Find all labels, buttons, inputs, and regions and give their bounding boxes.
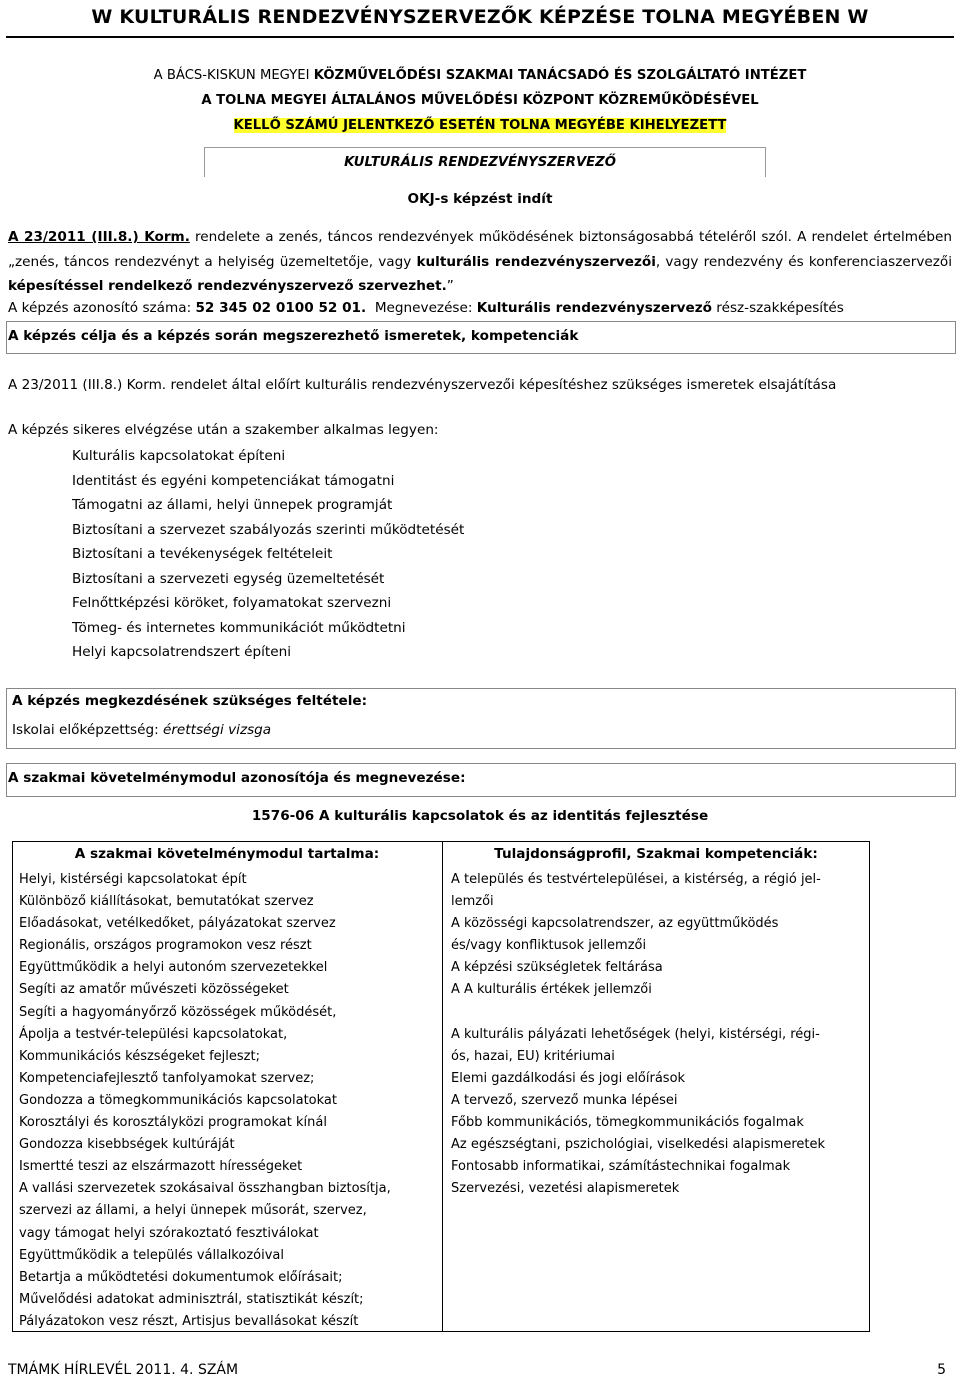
table-cell-line: Segíti az amatőr művészeti közösségeket: [19, 982, 289, 998]
table-cell-line: szervezi az állami, a helyi ünnepek műsorát, szervez,: [19, 1203, 367, 1219]
table-header-left: A szakmai követelménymodul tartalma:: [74, 846, 380, 862]
table-cell-line: Kompetenciafejlesztő tanfolyamokat szervez;: [19, 1070, 315, 1086]
list-item: Tömeg- és internetes kommunikációt működtetni: [72, 619, 406, 636]
list-item: Felnőttképzési köröket, folyamatokat szervezni: [72, 595, 392, 611]
qualification-suffix: rész-szakképesítés: [711, 300, 844, 316]
table-cell-line: Helyi, kistérségi kapcsolatokat épít: [19, 872, 247, 887]
table-cell-line: Regionális, országos programokon vesz részt: [19, 938, 312, 954]
module-title: 1576-06 A kulturális kapcsolatok és az identitás fejlesztése: [251, 808, 709, 824]
condition-text: A képzés sikeres elvégzése után a szakember alkalmas legyen:: [8, 422, 439, 438]
table-cell-line: Művelődési adatokat adminisztrál, statisztikát készít;: [19, 1291, 364, 1307]
table-cell-line: vagy támogat helyi szórakoztató fesztiválokat: [19, 1225, 319, 1241]
org-line-2: A TOLNA MEGYEI ÁLTALÁNOS MŰVELŐDÉSI KÖZPONT KÖZREMŰKÖDÉSÉVEL: [201, 93, 759, 108]
table-cell-line: Az egészségtani, pszichológiai, viselkedési alapismeretek: [451, 1137, 826, 1153]
table-cell-line: Együttműködik a helyi autonóm szervezetekkel: [19, 960, 328, 976]
org-line-1: [0, 68, 960, 83]
law-reference-link[interactable]: A 23/2011 (III.8.) Korm.: [8, 229, 190, 245]
name-label: Megnevezése:: [366, 300, 477, 316]
competency-list: [72, 444, 464, 665]
okj-line: OKJ-s képzést indít: [407, 191, 553, 207]
table-cell-line: Elemi gazdálkodási és jogi előírások: [451, 1070, 686, 1086]
intro-bold-1: kulturális rendezvényszervezői: [416, 253, 656, 270]
header-divider: [6, 36, 954, 38]
table-cell-line: Gondozza kisebbségek kultúráját: [19, 1137, 235, 1153]
page-header-title: W KULTURÁLIS RENDEZVÉNYSZERVEZŐK KÉPZÉSE TOLNA MEGYÉBEN W: [91, 6, 869, 28]
table-cell-line: Gondozza a tömegkommunikációs kapcsolatokat: [19, 1092, 337, 1108]
org-line-1-institute: KÖZMŰVELŐDÉSI SZAKMAI TANÁCSADÓ ÉS SZOLGÁLTATÓ INTÉZET: [313, 68, 807, 83]
list-item: Biztosítani a szervezeti egység üzemeltetését: [72, 570, 385, 587]
table-cell-line: Együttműködik a település vállalkozóival: [19, 1247, 284, 1263]
module-heading: A szakmai követelménymodul azonosítója és megnevezése:: [8, 770, 466, 786]
table-cell-line: Szervezési, vezetési alapismeretek: [451, 1181, 680, 1197]
org-line-3: [0, 118, 960, 133]
table-cell-line: Betartja a működtetési dokumentumok előírásait;: [19, 1269, 343, 1285]
table-cell-line: és/vagy konfliktusok jellemzői: [451, 938, 647, 954]
intro-text-2: , vagy rendezvény és konferenciaszervezői: [655, 253, 952, 270]
list-item: Helyi kapcsolatrendszert építeni: [72, 644, 291, 660]
position-title: KULTURÁLIS RENDEZVÉNYSZERVEZŐ: [344, 155, 616, 170]
table-cell-line: A tervező, szervező munka lépései: [451, 1092, 678, 1108]
page-number: 5: [937, 1362, 946, 1378]
training-id-line: [8, 300, 952, 316]
list-item: Támogatni az állami, helyi ünnepek programját: [72, 497, 393, 513]
table-cell-line: A közösségi kapcsolatrendszer, az együttműködés: [451, 916, 779, 932]
list-item: Identitást és egyéni kompetenciákat támogatni: [72, 472, 395, 489]
table-cell-line: Ismertté teszi az elszármazott hírességeket: [19, 1159, 303, 1175]
table-cell-line: Ápolja a testvér-települési kapcsolatokat,: [19, 1026, 288, 1042]
table-cell-line: A A kulturális értékek jellemzői: [451, 982, 652, 998]
table-cell-line: A vallási szervezetek szokásaival összhangban biztosítja,: [19, 1181, 391, 1197]
highlighted-notice: KELLŐ SZÁMÚ JELENTKEZŐ ESETÉN TOLNA MEGYÉBE KIHELYEZETT: [233, 118, 727, 133]
intro-paragraph: [8, 225, 952, 299]
law-text: A 23/2011 (III.8.) Korm. rendelet által előírt kulturális rendezvényszervezői képesítéshez szükséges ismeretek elsajátítása: [8, 377, 837, 393]
table-header-right: Tulajdonságprofil, Szakmai kompetenciák:: [494, 846, 818, 862]
table-cell-line: Különböző kiállításokat, bemutatókat szervez: [19, 894, 314, 910]
intro-bold-2: képesítéssel rendelkező rendezvényszervező szervezhet.: [8, 278, 447, 294]
table-cell-line: A kulturális pályázati lehetőségek (helyi, kistérségi, régi-: [451, 1026, 820, 1042]
table-cell-line: Fontosabb informatikai, számítástechnikai fogalmak: [451, 1159, 791, 1175]
qualification-name: Kulturális rendezvényszervező: [476, 300, 712, 316]
table-cell-line: A település és testvértelepülései, a kistérség, a régió jel-: [451, 872, 821, 887]
table-cell-line: Pályázatokon vesz részt, Artisjus bevallásokat készít: [19, 1313, 359, 1329]
table-cell-line: Segíti a hagyományőrző közösségek működését,: [19, 1004, 337, 1020]
competency-profile-list: [451, 869, 866, 1200]
requirements-heading: A képzés megkezdésének szükséges feltétele:: [12, 693, 368, 709]
intro-text-1: rendelete a zenés, táncos rendezvények működésének biztonságosabbá tételéről szól. A rendelet értelmében „zenés, táncos rendezvényt a helyiség üzemeltetője, vagy: [8, 229, 952, 270]
id-code: 52 345 02 0100 52 01.: [195, 300, 367, 316]
id-label: A képzés azonosító száma:: [8, 300, 196, 316]
list-item: Kulturális kapcsolatokat építeni: [72, 448, 286, 464]
school-value: érettségi vizsga: [162, 722, 272, 738]
table-column-divider: [442, 841, 443, 1332]
module-content-list: [19, 869, 439, 1333]
table-cell-line: A képzési szükségletek feltárása: [451, 960, 663, 976]
school-requirement: [12, 722, 271, 738]
table-cell-line: ós, hazai, EU) kritériumai: [451, 1048, 615, 1064]
table-cell-line: Előadásokat, vetélkedőket, pályázatokat szervez: [19, 916, 336, 932]
goal-heading: A képzés célja és a képzés során megszerezhető ismeretek, kompetenciák: [8, 328, 579, 344]
school-label: Iskolai előképzettség:: [12, 722, 163, 738]
table-cell-line: lemzői: [451, 894, 494, 910]
table-cell-line: Főbb kommunikációs, tömegkommunikációs fogalmak: [451, 1115, 804, 1131]
footer-publication: TMÁMK HÍRLEVÉL 2011. 4. SZÁM: [8, 1362, 239, 1378]
org-line-1-prefix: A BÁCS-KISKUN MEGYEI: [153, 68, 314, 83]
list-item: Biztosítani a szervezet szabályozás szerinti működtetését: [72, 521, 465, 538]
table-cell-line: [451, 1002, 866, 1024]
intro-text-3: ”: [446, 278, 454, 294]
table-cell-line: Korosztályi és korosztályközi programokat kínál: [19, 1115, 327, 1131]
table-cell-line: Kommunikációs készségeket fejleszt;: [19, 1048, 260, 1064]
list-item: Biztosítani a tevékenységek feltételeit: [72, 546, 333, 562]
